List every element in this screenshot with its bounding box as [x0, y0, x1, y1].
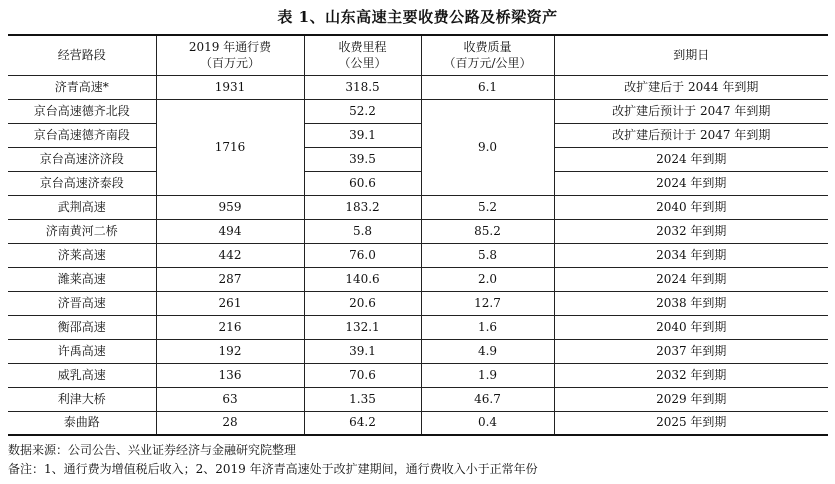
table-row: [8, 219, 828, 243]
expiry-cell: 改扩建后预计于 2047 年到期: [554, 123, 828, 147]
mileage-cell: 39.1: [304, 123, 421, 147]
mileage-cell: 60.6: [304, 171, 421, 195]
toll-cell: 216: [156, 315, 304, 339]
table-row: [8, 99, 828, 123]
toll-cell: 959: [156, 195, 304, 219]
data-source-note: 数据来源：公司公告、兴业证券经济与金融研究院整理: [8, 443, 297, 457]
route-cell: 威乳高速: [8, 363, 156, 387]
table-row: [8, 339, 828, 363]
table-row: [8, 243, 828, 267]
mileage-cell: 76.0: [304, 243, 421, 267]
quality-cell: 46.7: [421, 387, 554, 411]
expiry-cell: 2034 年到期: [554, 243, 828, 267]
table-header-row: [8, 35, 828, 75]
table-title: 表 1、山东高速主要收费公路及桥梁资产: [277, 8, 558, 26]
route-cell: 潍莱高速: [8, 267, 156, 291]
mileage-cell: 20.6: [304, 291, 421, 315]
mileage-cell: 39.5: [304, 147, 421, 171]
expiry-cell: 2024 年到期: [554, 267, 828, 291]
quality-cell: 1.6: [421, 315, 554, 339]
mileage-cell: 318.5: [304, 75, 421, 99]
route-cell: 济南黄河二桥: [8, 219, 156, 243]
expiry-cell: 2025 年到期: [554, 411, 828, 435]
route-cell: 京台高速济泰段: [8, 171, 156, 195]
expiry-cell: 2038 年到期: [554, 291, 828, 315]
quality-cell: 5.8: [421, 243, 554, 267]
quality-cell: 1.9: [421, 363, 554, 387]
mileage-cell: 5.8: [304, 219, 421, 243]
mileage-cell: 140.6: [304, 267, 421, 291]
header-mileage: 收费里程 （公里）: [304, 35, 421, 75]
expiry-cell: 2024 年到期: [554, 147, 828, 171]
table-row: [8, 411, 828, 435]
toll-cell-merged: 1716: [156, 99, 304, 195]
remarks-note: 备注：1、通行费为增值税后收入；2、2019 年济青高速处于改扩建期间，通行费收入小于正常年份: [8, 462, 538, 476]
mileage-cell: 52.2: [304, 99, 421, 123]
quality-cell: 6.1: [421, 75, 554, 99]
quality-cell: 2.0: [421, 267, 554, 291]
table-row: [8, 123, 828, 147]
table-row: [8, 291, 828, 315]
toll-cell: 494: [156, 219, 304, 243]
table-row: [8, 171, 828, 195]
toll-cell: 442: [156, 243, 304, 267]
route-cell: 武荆高速: [8, 195, 156, 219]
expiry-cell: 改扩建后于 2044 年到期: [554, 75, 828, 99]
toll-road-assets-table: [8, 34, 828, 436]
quality-cell: 4.9: [421, 339, 554, 363]
header-quality: 收费质量 （百万元/公里）: [421, 35, 554, 75]
route-cell: 京台高速德齐南段: [8, 123, 156, 147]
table-row: [8, 195, 828, 219]
header-expiry: 到期日: [554, 35, 828, 75]
table-row: [8, 147, 828, 171]
route-cell: 泰曲路: [8, 411, 156, 435]
mileage-cell: 132.1: [304, 315, 421, 339]
route-cell: 许禹高速: [8, 339, 156, 363]
toll-cell: 28: [156, 411, 304, 435]
expiry-cell: 2029 年到期: [554, 387, 828, 411]
mileage-cell: 183.2: [304, 195, 421, 219]
route-cell: 利津大桥: [8, 387, 156, 411]
expiry-cell: 2032 年到期: [554, 219, 828, 243]
table-row: [8, 315, 828, 339]
mileage-cell: 1.35: [304, 387, 421, 411]
route-cell: 京台高速济济段: [8, 147, 156, 171]
mileage-cell: 64.2: [304, 411, 421, 435]
quality-cell: 85.2: [421, 219, 554, 243]
quality-cell: 0.4: [421, 411, 554, 435]
table-row: [8, 387, 828, 411]
mileage-cell: 70.6: [304, 363, 421, 387]
header-toll: 2019 年通行费 （百万元）: [156, 35, 304, 75]
quality-cell: 12.7: [421, 291, 554, 315]
quality-cell-merged: 9.0: [421, 99, 554, 195]
route-cell: 济晋高速: [8, 291, 156, 315]
mileage-cell: 39.1: [304, 339, 421, 363]
expiry-cell: 2024 年到期: [554, 171, 828, 195]
route-cell: 济莱高速: [8, 243, 156, 267]
toll-cell: 192: [156, 339, 304, 363]
table-row: [8, 363, 828, 387]
expiry-cell: 2040 年到期: [554, 315, 828, 339]
expiry-cell: 2037 年到期: [554, 339, 828, 363]
quality-cell: 5.2: [421, 195, 554, 219]
toll-cell: 136: [156, 363, 304, 387]
expiry-cell: 改扩建后预计于 2047 年到期: [554, 99, 828, 123]
toll-cell: 261: [156, 291, 304, 315]
route-cell: 京台高速德齐北段: [8, 99, 156, 123]
table-row: [8, 267, 828, 291]
toll-cell: 287: [156, 267, 304, 291]
toll-cell: 1931: [156, 75, 304, 99]
toll-cell: 63: [156, 387, 304, 411]
table-row: [8, 75, 828, 99]
route-cell: 衡邵高速: [8, 315, 156, 339]
route-cell: 济青高速*: [8, 75, 156, 99]
header-route: 经营路段: [8, 35, 156, 75]
expiry-cell: 2040 年到期: [554, 195, 828, 219]
expiry-cell: 2032 年到期: [554, 363, 828, 387]
